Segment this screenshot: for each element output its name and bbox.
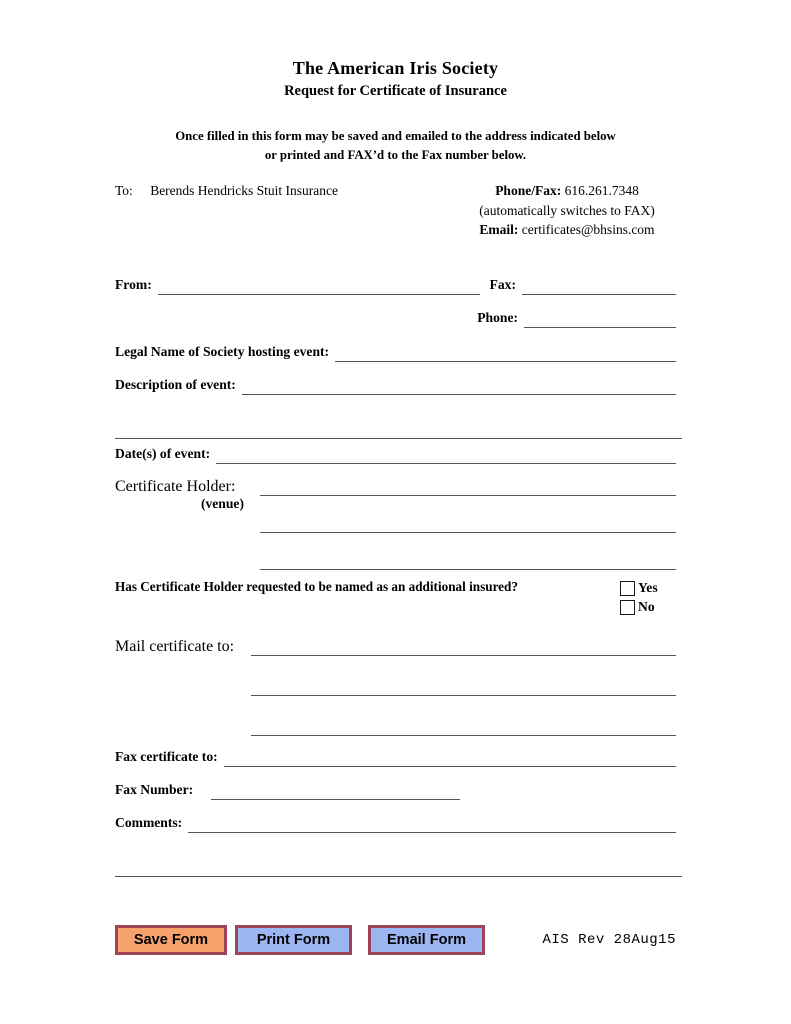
page-subtitle: Request for Certificate of Insurance bbox=[284, 83, 507, 99]
phone-fax-note: (automatically switches to FAX) bbox=[479, 202, 655, 218]
print-form-button[interactable]: Print Form bbox=[235, 925, 352, 955]
description-input-line2[interactable] bbox=[115, 421, 682, 439]
phone-input[interactable] bbox=[524, 310, 676, 328]
email-label: Email: bbox=[479, 222, 519, 238]
description-input[interactable] bbox=[242, 377, 676, 395]
page-title: The American Iris Society bbox=[292, 58, 499, 78]
cert-holder-input-2[interactable] bbox=[260, 515, 676, 533]
legal-name-label: Legal Name of Society hosting event: bbox=[115, 344, 330, 360]
certificate-holder-inputs bbox=[248, 478, 676, 570]
additional-insured-block bbox=[115, 579, 676, 617]
cert-holder-input-1[interactable] bbox=[260, 478, 676, 496]
email-form-button[interactable]: Email Form bbox=[368, 925, 485, 955]
fax-cert-label: Fax certificate to: bbox=[115, 749, 218, 765]
fax-input[interactable] bbox=[522, 277, 676, 295]
dates-label: Date(s) of event: bbox=[115, 446, 211, 462]
yes-label: Yes bbox=[638, 580, 658, 596]
phone-label: Phone: bbox=[477, 310, 518, 326]
certificate-holder-labels bbox=[115, 478, 248, 512]
phone-fax-value: 616.261.7348 bbox=[564, 183, 639, 199]
fax-label: Fax: bbox=[489, 277, 516, 293]
from-fax-row bbox=[115, 277, 676, 295]
from-input[interactable] bbox=[158, 277, 480, 295]
mail-cert-input-3[interactable] bbox=[251, 718, 676, 736]
recipient-to bbox=[115, 183, 458, 199]
mail-cert-input-1[interactable] bbox=[251, 638, 676, 656]
from-label: From: bbox=[115, 277, 152, 293]
recipient-block bbox=[115, 181, 676, 240]
description-label: Description of event: bbox=[115, 377, 236, 393]
save-form-button[interactable]: Save Form bbox=[115, 925, 227, 955]
yes-option bbox=[620, 579, 676, 598]
cert-holder-sublabel: (venue) bbox=[200, 495, 244, 511]
form-actions bbox=[115, 925, 676, 955]
additional-insured-question: Has Certificate Holder requested to be named as an additional insured? bbox=[115, 578, 518, 594]
certificate-holder-block bbox=[115, 478, 676, 570]
fax-cert-input[interactable] bbox=[224, 749, 676, 767]
fax-field bbox=[490, 277, 676, 295]
legal-name-input[interactable] bbox=[335, 344, 676, 362]
cert-holder-input-3[interactable] bbox=[260, 552, 676, 570]
no-checkbox[interactable] bbox=[620, 600, 635, 615]
yes-checkbox[interactable] bbox=[620, 581, 635, 596]
fax-certificate-row bbox=[115, 749, 676, 767]
fax-number-row bbox=[115, 782, 676, 800]
recipient-contact bbox=[458, 181, 676, 240]
mail-cert-input-2[interactable] bbox=[251, 678, 676, 696]
instructions bbox=[115, 127, 676, 164]
additional-insured-choices bbox=[620, 579, 676, 617]
revision-text: AIS Rev 28Aug15 bbox=[542, 931, 676, 948]
instructions-line2: or printed and FAX’d to the Fax number below. bbox=[264, 147, 527, 162]
comments-input-line2[interactable] bbox=[115, 859, 682, 877]
dates-input[interactable] bbox=[216, 446, 676, 464]
comments-input[interactable] bbox=[188, 815, 676, 833]
dates-row bbox=[115, 446, 676, 464]
to-value: Berends Hendricks Stuit Insurance bbox=[150, 183, 339, 199]
fax-number-label: Fax Number: bbox=[115, 782, 194, 798]
fax-number-input[interactable] bbox=[211, 782, 460, 800]
phone-fax-line bbox=[458, 181, 676, 201]
mail-cert-inputs bbox=[243, 638, 676, 736]
to-label: To: bbox=[115, 183, 133, 199]
legal-name-row bbox=[115, 344, 676, 362]
mail-certificate-block bbox=[115, 638, 676, 736]
instructions-line1: Once filled in this form may be saved and emailed to the address indicated below bbox=[175, 129, 616, 143]
description-row bbox=[115, 377, 676, 395]
cert-holder-label: Certificate Holder: bbox=[115, 477, 236, 495]
no-option bbox=[620, 598, 676, 617]
phone-row bbox=[115, 310, 676, 328]
email-value: certificates@bhsins.com bbox=[521, 222, 655, 238]
comments-row bbox=[115, 815, 676, 833]
comments-label: Comments: bbox=[115, 815, 183, 831]
phone-fax-label: Phone/Fax: bbox=[495, 183, 562, 199]
form-header bbox=[115, 58, 676, 100]
email-line bbox=[458, 220, 676, 240]
mail-cert-label: Mail certificate to: bbox=[115, 637, 235, 655]
no-label: No bbox=[638, 599, 655, 615]
